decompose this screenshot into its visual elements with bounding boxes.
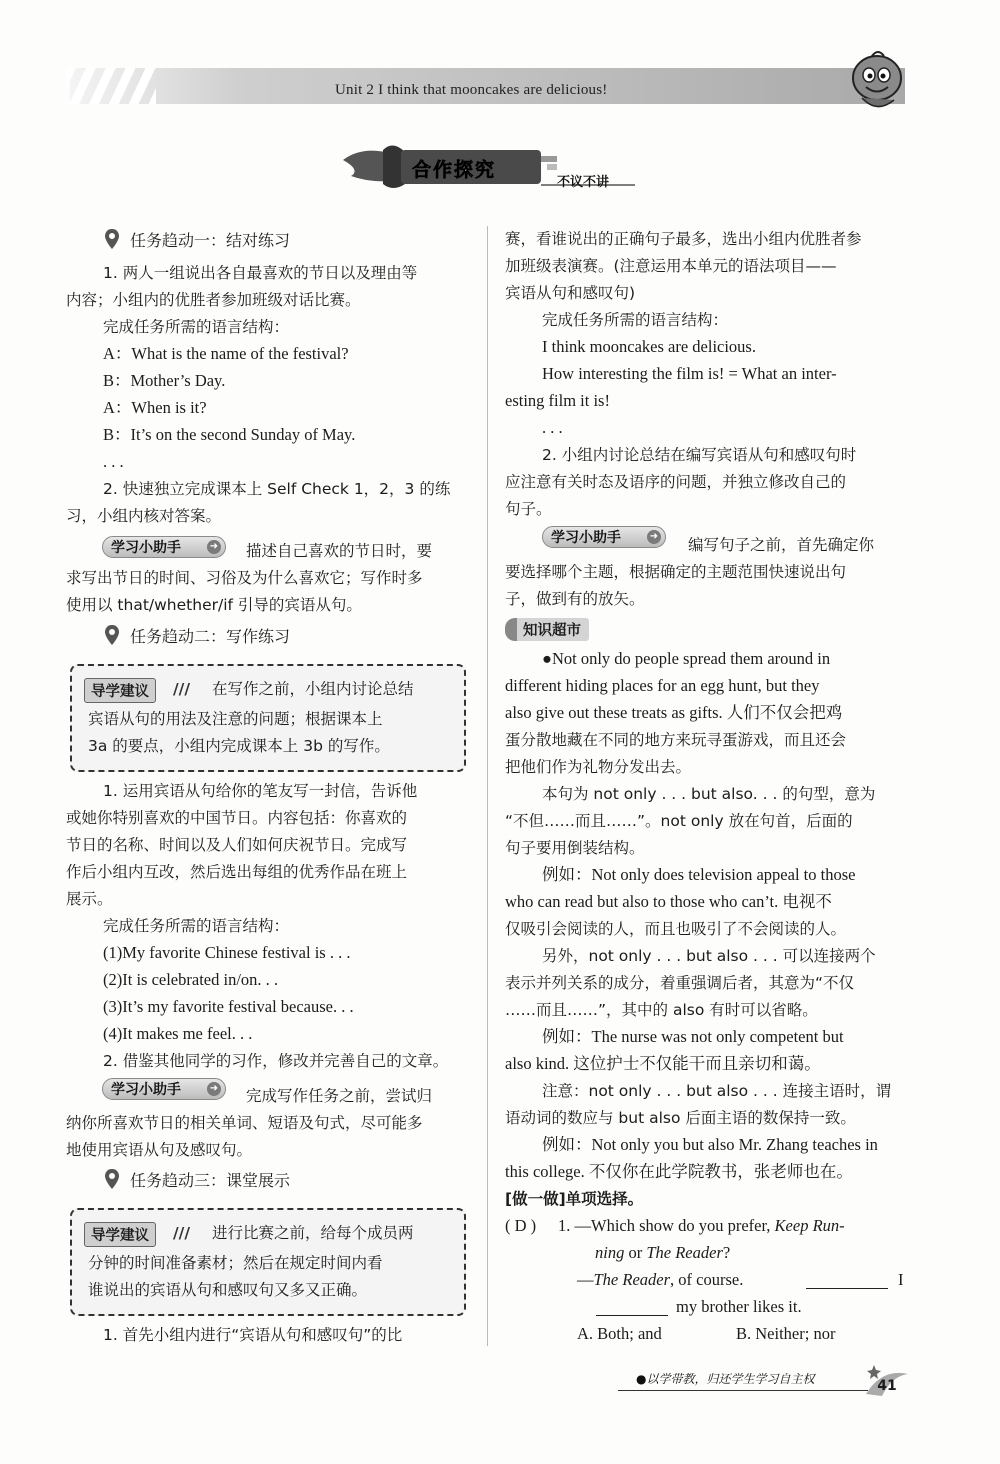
question-text: — bbox=[577, 1270, 594, 1289]
structure-line: (4)It makes me feel. . . bbox=[103, 1024, 253, 1043]
example-line: esting film it is! bbox=[505, 391, 610, 410]
example-line: How interesting the film is! = What an inter- bbox=[542, 364, 837, 383]
dialog-line: B：Mother’s Day. bbox=[103, 371, 226, 390]
knowledge-line: 把他们作为礼物分发出去。 bbox=[505, 758, 692, 776]
task1-heading: 任务趋动一：结对练习 bbox=[130, 231, 291, 250]
show-title: ning bbox=[595, 1243, 625, 1262]
arrow-right-icon: ➜ bbox=[207, 540, 221, 554]
knowledge-line: 句子要用倒装结构。 bbox=[505, 839, 645, 857]
footer-slogan: ●以学带教，归还学生学习自主权 bbox=[636, 1372, 815, 1386]
guide-line: 3a 的要点，小组内完成课本上 3b 的写作。 bbox=[88, 737, 390, 755]
option-b: B. Neither; nor bbox=[736, 1324, 836, 1343]
option-a: A. Both; and bbox=[577, 1324, 662, 1343]
structure-line: (2)It is celebrated in/on. . . bbox=[103, 970, 279, 989]
helper-line: 纳你所喜欢节日的相关单词、短语及句式，尽可能多 bbox=[66, 1114, 423, 1132]
guide-line: 进行比赛之前，给每个成员两 bbox=[212, 1224, 414, 1242]
unit-title: Unit 2 I think that mooncakes are delicious! bbox=[335, 82, 608, 98]
right-line: 2. 小组内讨论总结在编写宾语从句和感叹句时 bbox=[542, 446, 857, 464]
knowledge-line: 例如：Not only does television appeal to those bbox=[542, 865, 856, 884]
task2-line: 作后小组内互改，然后选出每组的优秀作品在班上 bbox=[66, 863, 408, 881]
slash-marks: /// bbox=[173, 680, 190, 698]
knowledge-line: 注意：not only . . . but also . . . 连接主语时，谓 bbox=[542, 1082, 892, 1100]
show-title: Keep Run- bbox=[774, 1216, 845, 1235]
knowledge-line: ……而且……”，其中的 also 有时可以省略。 bbox=[505, 1001, 818, 1019]
task1-line: 完成任务所需的语言结构： bbox=[103, 318, 290, 336]
location-pin-icon bbox=[104, 624, 120, 646]
knowledge-market-label: 知识超市 bbox=[505, 618, 589, 641]
knowledge-line: this college. 不仅你在此学院教书，张老师也在。 bbox=[505, 1162, 853, 1181]
right-line: 完成任务所需的语言结构： bbox=[542, 311, 729, 329]
example-line: I think mooncakes are delicious. bbox=[542, 337, 756, 356]
question-text: I bbox=[898, 1270, 904, 1289]
banner-subtitle: 不议不讲 bbox=[557, 175, 610, 190]
knowledge-line: ●Not only do people spread them around in bbox=[542, 649, 831, 668]
knowledge-line: also give out these treats as gifts. 人们不仅会把鸡 bbox=[505, 703, 843, 722]
guide-label: 导学建议 bbox=[84, 1222, 156, 1247]
helper-line: 使用以 that/whether/if 引导的宾语从句。 bbox=[66, 596, 362, 614]
question-text: my brother likes it. bbox=[676, 1297, 802, 1316]
task2-line: 2. 借鉴其他同学的习作，修改并完善自己的文章。 bbox=[103, 1052, 449, 1070]
helper-label-text: 学习小助手 bbox=[111, 1082, 181, 1098]
guide-line: 在写作之前，小组内讨论总结 bbox=[212, 680, 414, 698]
dialog-line: A：When is it? bbox=[103, 398, 207, 417]
show-title: The Reader bbox=[646, 1243, 723, 1262]
task2-line: 完成任务所需的语言结构： bbox=[103, 917, 290, 935]
knowledge-line: “不但……而且……”。not only 放在句首，后面的 bbox=[505, 812, 853, 830]
helper-label bbox=[102, 536, 226, 558]
helper-line: 编写句子之前，首先确定你 bbox=[688, 536, 875, 554]
helper-line: 描述自己喜欢的节日时，要 bbox=[246, 542, 433, 560]
helper-line: 子，做到有的放矢。 bbox=[505, 590, 645, 608]
task2-heading: 任务趋动二：写作练习 bbox=[130, 627, 291, 646]
guide-line: 宾语从句的用法及注意的问题；根据课本上 bbox=[88, 710, 383, 728]
arrow-right-icon: ➜ bbox=[207, 1082, 221, 1096]
page-number: 41 bbox=[877, 1378, 897, 1394]
helper-label-text: 学习小助手 bbox=[111, 540, 181, 556]
location-pin-icon bbox=[104, 228, 120, 250]
knowledge-line: 表示并列关系的成分，着重强调后者，其意为“不仅 bbox=[505, 974, 855, 992]
task2-line: 或她你特别喜欢的中国节日。内容包括：你喜欢的 bbox=[66, 809, 408, 827]
guide-line: 分钟的时间准备素材；然后在规定时间内看 bbox=[88, 1254, 383, 1272]
slash-marks: /// bbox=[173, 1224, 190, 1242]
column-divider bbox=[487, 226, 488, 1346]
task1-line: 内容；小组内的优胜者参加班级对话比赛。 bbox=[66, 291, 361, 309]
knowledge-line: 本句为 not only . . . but also. . . 的句型，意为 bbox=[542, 785, 876, 803]
knowledge-line: 例如：Not only you but also Mr. Zhang teaches in bbox=[542, 1135, 878, 1154]
helper-line: 完成写作任务之前，尝试归 bbox=[246, 1087, 433, 1105]
question-text: or bbox=[624, 1243, 647, 1262]
question-line bbox=[577, 1271, 743, 1289]
arrow-right-icon: ➜ bbox=[647, 530, 661, 544]
ellipsis: . . . bbox=[542, 418, 563, 437]
structure-line: (1)My favorite Chinese festival is . . . bbox=[103, 943, 351, 962]
location-pin-icon bbox=[104, 1168, 120, 1190]
header-stripes bbox=[66, 68, 156, 104]
helper-label bbox=[102, 1078, 226, 1100]
helper-label bbox=[542, 526, 666, 548]
structure-line: (3)It’s my favorite festival because. . . bbox=[103, 997, 354, 1016]
knowledge-line: 蛋分散地藏在不同的地方来玩寻蛋游戏，而且还会 bbox=[505, 731, 847, 749]
task1-line: 2. 快速独立完成课本上 Self Check 1，2，3 的练 bbox=[103, 480, 451, 498]
show-title: The Reader bbox=[593, 1270, 671, 1289]
right-line: 赛，看谁说出的正确句子最多，选出小组内优胜者参 bbox=[505, 230, 862, 248]
practice-heading: [做一做]单项选择。 bbox=[505, 1190, 644, 1208]
question-text: 1. —Which show do you prefer, bbox=[558, 1216, 775, 1235]
knowledge-line: 另外，not only . . . but also . . . 可以连接两个 bbox=[542, 947, 876, 965]
task2-line: 展示。 bbox=[66, 890, 113, 908]
task2-line: 1. 运用宾语从句给你的笔友写一封信，告诉他 bbox=[103, 782, 418, 800]
right-line: 宾语从句和感叹句) bbox=[505, 284, 636, 302]
task1-line: 习，小组内核对答案。 bbox=[66, 507, 222, 525]
banner-title: 合作探究 bbox=[412, 159, 497, 181]
question-line bbox=[558, 1217, 845, 1235]
knowledge-line: 仅吸引会阅读的人，而且也吸引了不会阅读的人。 bbox=[505, 920, 847, 938]
question-text: ? bbox=[722, 1243, 731, 1262]
right-line: 应注意有关时态及语序的问题，并独立修改自己的 bbox=[505, 473, 847, 491]
right-line: 加班级表演赛。(注意运用本单元的语法项目—— bbox=[505, 257, 837, 275]
helper-line: 求写出节日的时间、习俗及为什么喜欢它；写作时多 bbox=[66, 569, 423, 587]
right-line: 句子。 bbox=[505, 500, 552, 518]
task3-line: 1. 首先小组内进行“宾语从句和感叹句”的比 bbox=[103, 1326, 403, 1344]
question-line bbox=[595, 1244, 730, 1262]
knowledge-line: also kind. 这位护士不仅能干而且亲切和蔼。 bbox=[505, 1054, 821, 1073]
helper-line: 地使用宾语从句及感叹句。 bbox=[66, 1141, 253, 1159]
guide-line: 谁说出的宾语从句和感叹句又多又正确。 bbox=[88, 1281, 368, 1299]
task2-line: 节日的名称、时间以及人们如何庆祝节日。完成写 bbox=[66, 836, 408, 854]
answer-bracket: ( D ) bbox=[505, 1216, 537, 1235]
question-text: , of course. bbox=[670, 1270, 744, 1289]
task3-heading: 任务趋动三：课堂展示 bbox=[130, 1171, 291, 1190]
mascot-icon bbox=[842, 48, 912, 118]
dialog-line: B：It’s on the second Sunday of May. bbox=[103, 425, 356, 444]
ellipsis: . . . bbox=[103, 452, 124, 471]
guide-label: 导学建议 bbox=[84, 678, 156, 703]
knowledge-line: different hiding places for an egg hunt, but they bbox=[505, 676, 820, 695]
knowledge-line: 例如：The nurse was not only competent but bbox=[542, 1027, 844, 1046]
knowledge-line: 语动词的数应与 but also 后面主语的数保持一致。 bbox=[505, 1109, 856, 1127]
answer-blank[interactable] bbox=[806, 1288, 888, 1289]
footer-rule bbox=[618, 1390, 868, 1391]
dialog-line: A：What is the name of the festival? bbox=[103, 344, 349, 363]
answer-blank[interactable] bbox=[596, 1315, 668, 1316]
knowledge-line: who can read but also to those who can’t. 电视不 bbox=[505, 892, 832, 911]
helper-line: 要选择哪个主题，根据确定的主题范围快速说出句 bbox=[505, 563, 847, 581]
task1-line: 1. 两人一组说出各自最喜欢的节日以及理由等 bbox=[103, 264, 418, 282]
helper-label-text: 学习小助手 bbox=[551, 530, 621, 546]
